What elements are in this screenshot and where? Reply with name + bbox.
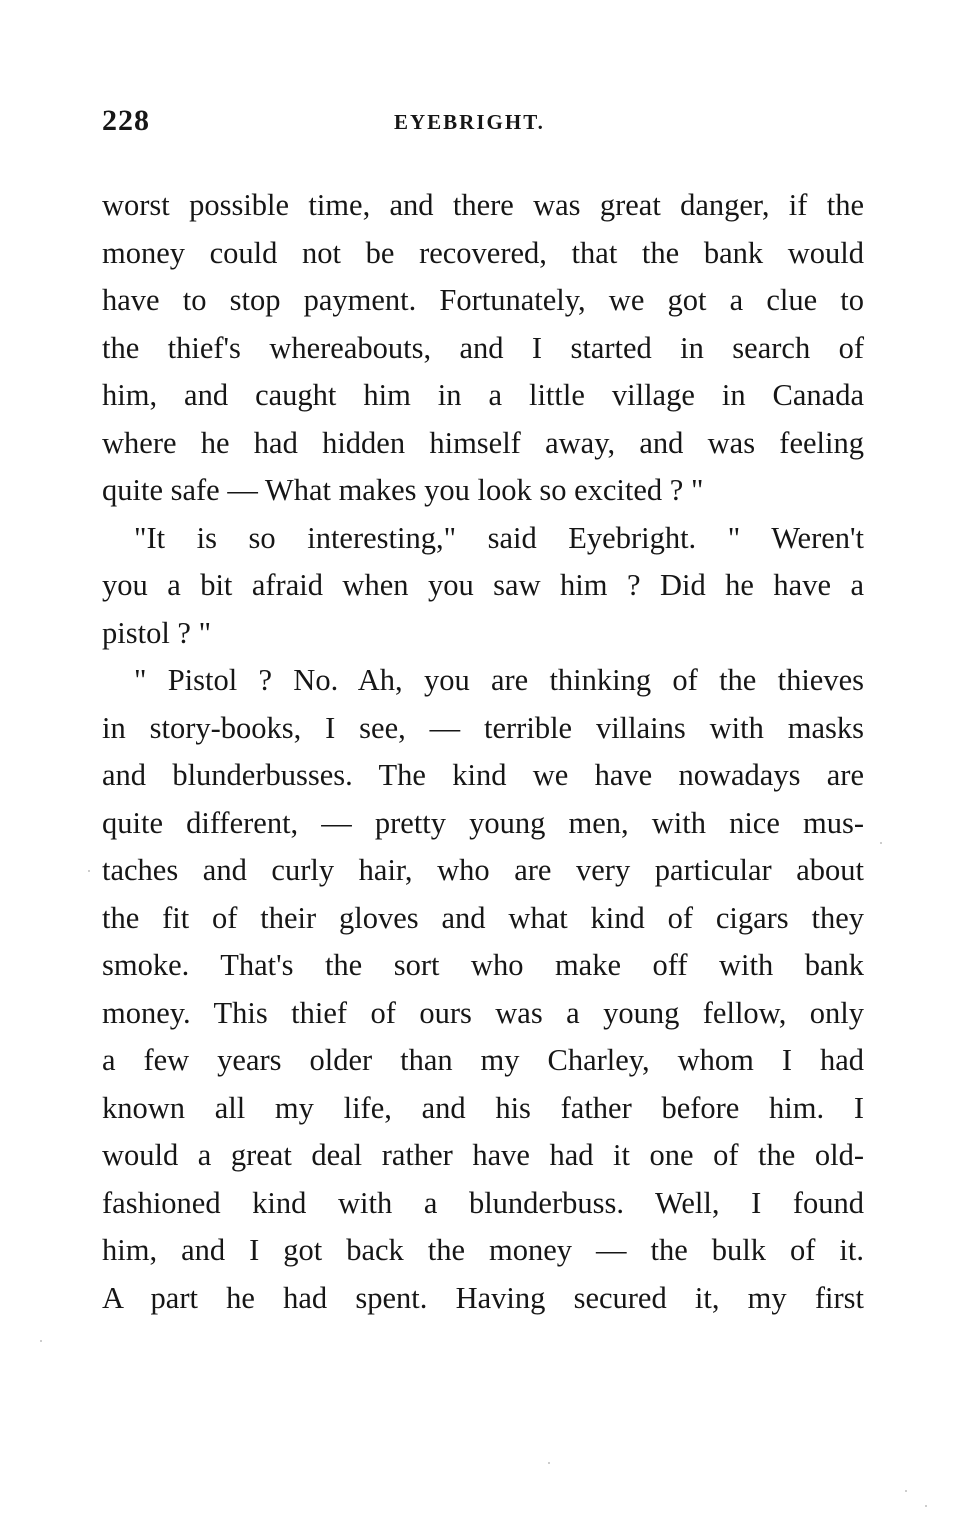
text-line: quite different, — pretty young men, with nice mus- <box>102 805 864 840</box>
text-line: fashioned kind with a blunderbuss. Well, I found <box>102 1185 864 1220</box>
body-text <box>102 182 864 1322</box>
page-number: 228 <box>102 104 150 137</box>
text-line: and blunderbusses. The kind we have nowadays are <box>102 758 864 792</box>
text-line: where he had hidden himself away, and was feeling <box>102 425 864 460</box>
running-head <box>102 104 862 144</box>
running-title: EYEBRIGHT. <box>394 110 545 134</box>
paper-speckle <box>925 1505 927 1507</box>
text-line: in story-books, I see, — terrible villains with masks <box>102 710 864 745</box>
text-line: smoke. That's the sort who make off with bank <box>102 948 864 982</box>
text-line: the fit of their gloves and what kind of cigars they <box>102 900 864 935</box>
text-line: would a great deal rather have had it one of the old- <box>102 1138 864 1172</box>
text-line: pistol ? " <box>102 615 212 650</box>
text-line: have to stop payment. Fortunately, we got a clue to <box>102 283 864 317</box>
text-line: money. This thief of ours was a young fellow, only <box>102 995 864 1030</box>
paper-speckle <box>548 1462 550 1464</box>
text-line: him, and caught him in a little village in Canada <box>102 378 864 412</box>
text-line: " Pistol ? No. Ah, you are thinking of the thieves <box>134 663 864 697</box>
text-line: money could not be recovered, that the bank would <box>102 235 864 270</box>
text-line: a few years older than my Charley, whom I had <box>102 1043 864 1077</box>
text-line: you a bit afraid when you saw him ? Did he have a <box>102 568 864 602</box>
paper-speckle <box>905 1490 907 1492</box>
text-line: the thief's whereabouts, and I started in search of <box>102 330 864 365</box>
text-line: "It is so interesting," said Eyebright. " Weren't <box>134 520 864 555</box>
text-line: him, and I got back the money — the bulk of it. <box>102 1233 864 1267</box>
text-line: worst possible time, and there was great danger, if the <box>102 188 864 222</box>
text-line: A part he had spent. Having secured it, my first <box>102 1280 864 1315</box>
paper-speckle <box>880 842 882 844</box>
paper-speckle <box>40 1340 42 1342</box>
text-line: known all my life, and his father before him. I <box>102 1090 864 1125</box>
paper-speckle <box>88 870 90 872</box>
text-line: quite safe — What makes you look so excited ? " <box>102 473 704 507</box>
text-line: taches and curly hair, who are very particular about <box>102 853 864 887</box>
